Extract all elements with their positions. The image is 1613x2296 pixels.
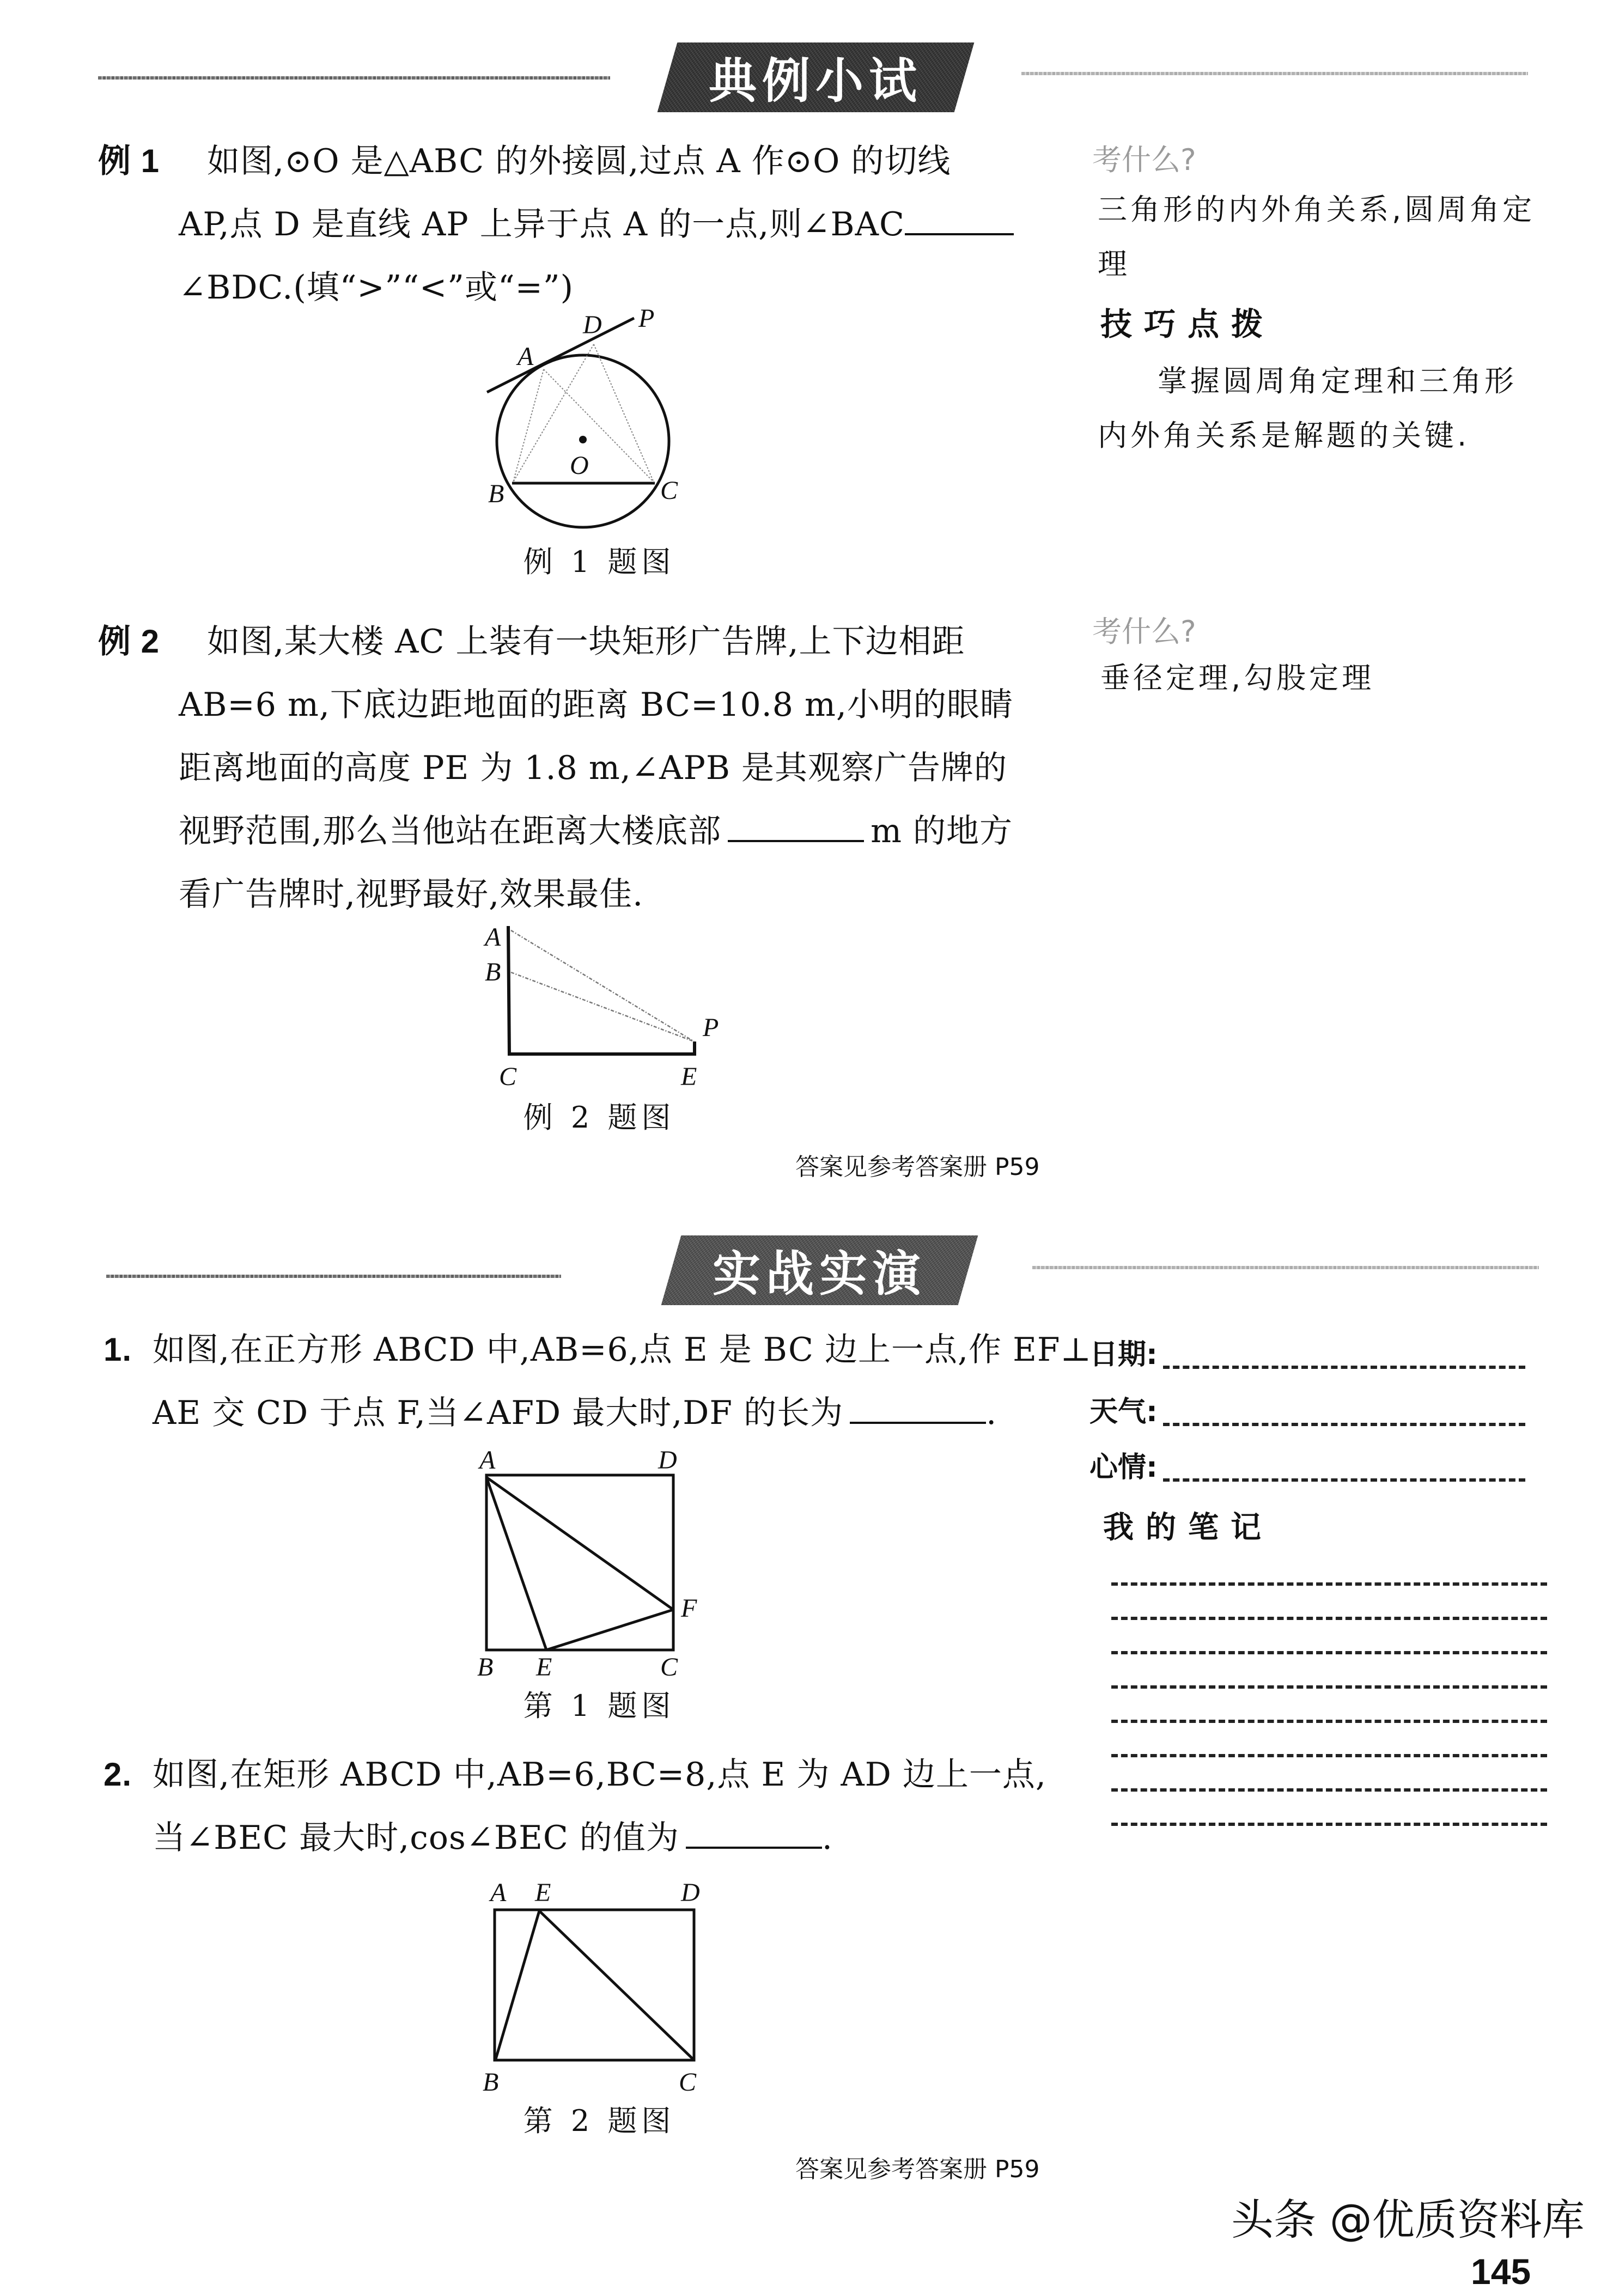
label-e: E — [681, 1062, 697, 1091]
sight-line-pa — [511, 930, 694, 1042]
example2-figure — [463, 926, 790, 1095]
example2-side-topic: 垂径定理,勾股定理 — [1100, 661, 1375, 695]
example2-side-prompt: 考什么? — [1092, 614, 1196, 649]
label-c: C — [499, 1062, 517, 1091]
segment-ef — [546, 1610, 673, 1650]
label-b: B — [477, 1653, 494, 1682]
example2-line1: 如图,某大楼 AC 上装有一块矩形广告牌,上下边相距 — [207, 623, 965, 661]
example2-caption: 例 2 题图 — [523, 1100, 675, 1135]
example1-text — [98, 130, 1068, 319]
example2-line4a: 视野范围,那么当他站在距离大楼底部 — [179, 812, 722, 850]
problem1-caption: 第 1 题图 — [523, 1689, 675, 1723]
example1-line3: ∠BDC.(填“>”“<”或“=”) — [179, 269, 574, 307]
answer-blank[interactable] — [728, 809, 864, 842]
section-banner-examples — [658, 42, 975, 112]
answer-blank[interactable] — [686, 1816, 822, 1849]
note-line[interactable] — [1111, 1788, 1547, 1792]
note-line[interactable] — [1111, 1651, 1547, 1654]
label-a: A — [518, 342, 534, 371]
label-d: D — [681, 1878, 700, 1907]
weather-field[interactable] — [1089, 1394, 1525, 1429]
note-line[interactable] — [1111, 1582, 1547, 1586]
weather-input-line[interactable] — [1163, 1423, 1525, 1426]
watermark: 头条 @优质资料库 — [1231, 2196, 1585, 2245]
example2-label: 例 2 — [98, 623, 160, 660]
sight-line-pb — [511, 972, 694, 1042]
label-b: B — [488, 479, 504, 508]
problem1-text — [104, 1318, 1092, 1445]
label-f: F — [681, 1594, 697, 1623]
problem2-figure — [463, 1874, 735, 2097]
answer-reference: 答案见参考答案册 P59 — [795, 2155, 1040, 2183]
problem1-number: 1. — [104, 1331, 132, 1368]
note-line[interactable] — [1111, 1823, 1547, 1826]
tangent-line-ap — [487, 318, 634, 392]
mood-label: 心情: — [1089, 1451, 1158, 1484]
label-p: P — [638, 305, 655, 333]
square-abcd — [486, 1475, 673, 1650]
problem2-text — [104, 1743, 1073, 1869]
rectangle-abcd — [495, 1910, 694, 2060]
segment-ec — [539, 1911, 693, 2059]
label-c: C — [679, 2068, 697, 2097]
label-a: A — [479, 1446, 496, 1475]
banner-rule-left — [106, 1275, 561, 1278]
problem2-line1: 如图,在矩形 ABCD 中,AB=6,BC=8,点 E 为 AD 边上一点, — [153, 1756, 1047, 1794]
banner-rule-left — [98, 76, 610, 80]
example1-side-prompt: 考什么? — [1092, 143, 1196, 177]
tip-title: 技巧点拨 — [1100, 306, 1275, 343]
note-line[interactable] — [1111, 1754, 1547, 1757]
date-label: 日期: — [1089, 1338, 1158, 1371]
mood-field[interactable] — [1089, 1450, 1525, 1485]
problem2-line2b: . — [821, 1819, 833, 1857]
section-banner-practice — [661, 1235, 978, 1305]
label-o: O — [570, 451, 589, 480]
example1-line1: 如图,⊙O 是△ABC 的外接圆,过点 A 作⊙O 的切线 — [207, 142, 951, 180]
banner-rule-right — [1032, 1266, 1539, 1269]
example2-line5: 看广告牌时,视野最好,效果最佳. — [179, 875, 644, 913]
example2-text — [98, 610, 1068, 926]
label-b: B — [483, 2068, 499, 2097]
label-e: E — [535, 1878, 551, 1907]
problem1-line2b: . — [986, 1394, 997, 1432]
date-field[interactable] — [1089, 1337, 1525, 1372]
example2-line3: 距离地面的高度 PE 为 1.8 m,∠APB 是其观察广告牌的 — [179, 749, 1007, 787]
example1-label: 例 1 — [98, 143, 160, 179]
label-e: E — [536, 1653, 552, 1682]
answer-reference: 答案见参考答案册 P59 — [795, 1153, 1040, 1181]
label-d: D — [658, 1446, 677, 1475]
example1-caption: 例 1 题图 — [523, 545, 675, 579]
segment-ae — [486, 1477, 546, 1650]
date-input-line[interactable] — [1163, 1366, 1525, 1369]
segment-ac — [544, 369, 654, 482]
example2-line2: AB=6 m,下底边距地面的距离 BC=10.8 m,小明的眼睛 — [179, 686, 1013, 724]
label-d: D — [583, 310, 602, 339]
label-c: C — [660, 476, 678, 505]
label-a: A — [490, 1878, 507, 1907]
notes-title: 我的笔记 — [1103, 1510, 1273, 1545]
example1-line2: AP,点 D 是直线 AP 上异于点 A 的一点,则∠BAC — [179, 205, 905, 243]
segment-af — [486, 1477, 673, 1610]
page-number: 145 — [1471, 2251, 1531, 2292]
mood-input-line[interactable] — [1163, 1478, 1525, 1482]
building-ac — [508, 926, 509, 1055]
label-c: C — [660, 1653, 678, 1682]
label-p: P — [703, 1013, 719, 1042]
answer-blank[interactable] — [905, 202, 1014, 235]
label-b: B — [485, 958, 501, 986]
problem2-line2a: 当∠BEC 最大时,cos∠BEC 的值为 — [153, 1819, 679, 1857]
note-line[interactable] — [1111, 1720, 1547, 1723]
problem1-line2a: AE 交 CD 于点 F,当∠AFD 最大时,DF 的长为 — [153, 1394, 844, 1432]
problem2-number: 2. — [104, 1756, 132, 1793]
section-title: 实战实演 — [713, 1246, 927, 1302]
problem1-line1: 如图,在正方形 ABCD 中,AB=6,点 E 是 BC 边上一点,作 EF⊥ — [153, 1331, 1092, 1369]
center-point-o — [579, 436, 587, 443]
note-line[interactable] — [1111, 1617, 1547, 1620]
banner-rule-right — [1021, 72, 1528, 75]
answer-blank[interactable] — [850, 1391, 986, 1424]
note-line[interactable] — [1111, 1685, 1547, 1689]
example1-side-topic: 三角形的内外角关系,圆周角定理 — [1098, 192, 1536, 281]
label-a: A — [485, 926, 501, 952]
segment-be — [496, 1911, 539, 2059]
section-title: 典例小试 — [709, 53, 923, 109]
example1-figure — [463, 305, 735, 534]
problem2-caption: 第 2 题图 — [523, 2104, 675, 2138]
example2-line4b: m 的地方 — [871, 812, 1013, 850]
tip-text: 掌握圆周角定理和三角形内外角关系是解题的关键. — [1098, 364, 1517, 453]
weather-label: 天气: — [1089, 1396, 1158, 1428]
problem1-figure — [463, 1444, 735, 1683]
